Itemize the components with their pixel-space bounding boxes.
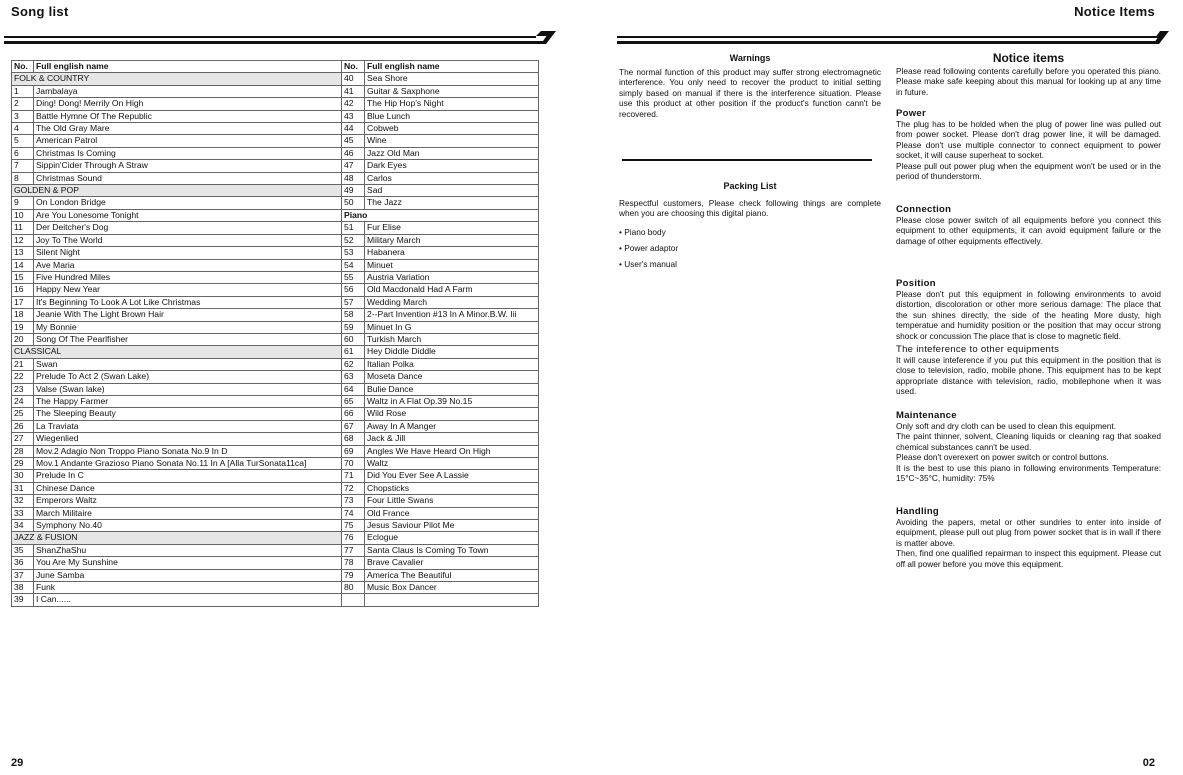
table-row: [12, 358, 539, 370]
song-list-table: [11, 60, 539, 607]
song-number: 2: [12, 98, 34, 110]
song-number: 21: [12, 358, 34, 370]
song-name: Did You Ever See A Lassie: [365, 470, 539, 482]
section-text: The plug has to be holded when the plug of power line was pulled out from power socket. Please don't drag power line, it will be damaged. Please don't use multiple connector to connect equipment to power socket, it will cause superheat to socket.: [896, 119, 1161, 161]
song-number: 52: [342, 234, 365, 246]
packing-list-text: Respectful customers, Please check following things are complete when you are choosing this digital piano.: [619, 198, 881, 219]
table-row: [12, 582, 539, 594]
song-name: The Hip Hop's Night: [365, 98, 539, 110]
song-number: 41: [342, 85, 365, 97]
song-number: 57: [342, 296, 365, 308]
header-number: No.: [12, 61, 34, 73]
song-number: 64: [342, 383, 365, 395]
song-name: Military March: [365, 234, 539, 246]
song-number: 59: [342, 321, 365, 333]
table-row: [12, 346, 539, 358]
section-label: GOLDEN & POP: [12, 185, 342, 197]
song-name: Mov.2 Adagio Non Troppo Piano Sonata No.9 In D: [34, 445, 342, 457]
song-number: 61: [342, 346, 365, 358]
notice-section: [896, 506, 1161, 569]
song-name: Carlos: [365, 172, 539, 184]
song-number: 71: [342, 470, 365, 482]
song-name: Christmas Is Coming: [34, 147, 342, 159]
song-name: Blue Lunch: [365, 110, 539, 122]
table-row: [12, 520, 539, 532]
song-name: Cobweb: [365, 123, 539, 135]
song-number: 22: [12, 371, 34, 383]
song-number: 76: [342, 532, 365, 544]
section-text: Please close power switch of all equipments before you connect this equipment to other equipments, it can avoid equipment failure or the damage of other equipments effectively.: [896, 215, 1161, 246]
song-number: 53: [342, 247, 365, 259]
packing-list-items: [619, 224, 678, 272]
notice-section: [896, 278, 1161, 341]
song-name: Angles We Have Heard On High: [365, 445, 539, 457]
song-name: Jeanie With The Light Brown Hair: [34, 309, 342, 321]
song-number: 28: [12, 445, 34, 457]
song-number: 62: [342, 358, 365, 370]
header-number: No.: [342, 61, 365, 73]
table-row: [12, 420, 539, 432]
song-number: 30: [12, 470, 34, 482]
song-number: 67: [342, 420, 365, 432]
table-row: [12, 557, 539, 569]
song-name: La Traviata: [34, 420, 342, 432]
song-name: Sippin'Cider Through A Straw: [34, 160, 342, 172]
song-number: 8: [12, 172, 34, 184]
song-name: Prelude To Act 2 (Swan Lake): [34, 371, 342, 383]
song-number: 60: [342, 333, 365, 345]
song-name: My Bonnie: [34, 321, 342, 333]
table-row: [12, 594, 539, 606]
song-number: 42: [342, 98, 365, 110]
song-name: Wild Rose: [365, 408, 539, 420]
song-number: 19: [12, 321, 34, 333]
table-row: [12, 433, 539, 445]
song-number: 23: [12, 383, 34, 395]
list-item: • User's manual: [619, 259, 677, 269]
notice-section: [896, 108, 1161, 181]
song-number: 44: [342, 123, 365, 135]
song-number: 47: [342, 160, 365, 172]
section-text: Please don't put this equipment in following environments to avoid distortion, discoloration or other more serious damage: The place that the sun shines directly, the side of the heating More dusty, high temperatue and humidity position or the position that may occur strong shock or concussion The place that is close to magnetic field.: [896, 289, 1161, 341]
song-name: Sea Shore: [365, 73, 539, 85]
table-row: [12, 197, 539, 209]
song-number: 70: [342, 458, 365, 470]
song-name: Joy To The World: [34, 234, 342, 246]
song-number: 15: [12, 271, 34, 283]
song-name: On London Bridge: [34, 197, 342, 209]
song-number: 31: [12, 482, 34, 494]
song-name: Italian Polka: [365, 358, 539, 370]
page-title-right: Notice Items: [1074, 4, 1155, 19]
song-name: Brave Cavalier: [365, 557, 539, 569]
table-row: [12, 532, 539, 544]
song-name: Five Hundred Miles: [34, 271, 342, 283]
song-number: 11: [12, 222, 34, 234]
section-text: It will cause inteference if you put this equipment in the position that is close to television, radio, mobile phone. This equipment has to be kept appropriate distance with television, radio, mobilephone when it was used.: [896, 355, 1161, 397]
warnings-title: Warnings: [729, 53, 771, 63]
song-name: Battle Hymne Of The Republic: [34, 110, 342, 122]
song-name: Are You Lonesome Tonight: [34, 209, 342, 221]
song-name: Prelude In C: [34, 470, 342, 482]
song-name: Habanera: [365, 247, 539, 259]
song-number: 45: [342, 135, 365, 147]
song-name: The Sleeping Beauty: [34, 408, 342, 420]
song-name: Symphony No.40: [34, 520, 342, 532]
song-number: 4: [12, 123, 34, 135]
song-name: Minuet In G: [365, 321, 539, 333]
song-name: The Happy Farmer: [34, 395, 342, 407]
table-row: [12, 147, 539, 159]
song-name: Jazz Old Man: [365, 147, 539, 159]
song-number: 17: [12, 296, 34, 308]
song-number: 3: [12, 110, 34, 122]
song-name: Wedding March: [365, 296, 539, 308]
table-row: [12, 395, 539, 407]
song-name: Wine: [365, 135, 539, 147]
song-number: 68: [342, 433, 365, 445]
song-number: 27: [12, 433, 34, 445]
packing-list-title: Packing List: [723, 181, 777, 191]
song-name: Valse (Swan lake): [34, 383, 342, 395]
song-name: Old Macdonald Had A Farm: [365, 284, 539, 296]
song-name: 2--Part Invention #13 In A Minor.B.W. Iii: [365, 309, 539, 321]
table-row: [12, 271, 539, 283]
song-name: Der Deitcher's Dog: [34, 222, 342, 234]
song-name: Turkish March: [365, 333, 539, 345]
song-name: Chopsticks: [365, 482, 539, 494]
page-number-right: 02: [1142, 757, 1155, 769]
song-name: Chinese Dance: [34, 482, 342, 494]
header-banner-left: [4, 30, 556, 46]
song-number: 63: [342, 371, 365, 383]
section-label: FOLK & COUNTRY: [12, 73, 342, 85]
section-heading: Power: [896, 108, 927, 119]
section-text: Please pull out power plug when the equipment won't be used or in the period of thunderstorm.: [896, 160, 1161, 182]
song-name: Waltz: [365, 458, 539, 470]
song-number: 18: [12, 309, 34, 321]
song-number: 5: [12, 135, 34, 147]
table-row: [12, 284, 539, 296]
notice-items-title: Notice items: [992, 51, 1065, 65]
song-number: 80: [342, 582, 365, 594]
song-number: 46: [342, 147, 365, 159]
song-name: Waltz in A Flat Op.39 No.15: [365, 395, 539, 407]
song-name: Bulie Dance: [365, 383, 539, 395]
table-row: [12, 495, 539, 507]
song-number: 14: [12, 259, 34, 271]
table-row: [12, 544, 539, 556]
song-number: 40: [342, 73, 365, 85]
section-text: Only soft and dry cloth can be used to clean this equipment.: [896, 421, 1116, 431]
section-label: CLASSICAL: [12, 346, 342, 358]
song-number: 26: [12, 420, 34, 432]
table-row: [12, 234, 539, 246]
song-number: 9: [12, 197, 34, 209]
song-name: Four Little Swans: [365, 495, 539, 507]
song-number: 36: [12, 557, 34, 569]
section-label: Piano: [342, 209, 539, 221]
song-number: 25: [12, 408, 34, 420]
table-row: [12, 321, 539, 333]
page-title-left: Song list: [11, 4, 69, 19]
song-number: 72: [342, 482, 365, 494]
song-name: June Samba: [34, 569, 342, 581]
song-name: Santa Claus Is Coming To Town: [365, 544, 539, 556]
table-row: [12, 209, 539, 221]
song-number: 39: [12, 594, 34, 606]
section-text: It is the best to use this piano in following environments Temperature: 15°C~35°C, humidity: 75%: [896, 462, 1161, 484]
table-row: [12, 85, 539, 97]
song-name: The Old Gray Mare: [34, 123, 342, 135]
table-header-row: [12, 61, 539, 73]
table-row: [12, 470, 539, 482]
song-number: 1: [12, 85, 34, 97]
table-row: [12, 123, 539, 135]
song-number: 54: [342, 259, 365, 271]
song-number: 58: [342, 309, 365, 321]
song-number: 29: [12, 458, 34, 470]
song-number: 77: [342, 544, 365, 556]
song-number: 75: [342, 520, 365, 532]
song-name: ShanZhaShu: [34, 544, 342, 556]
section-heading: Handling: [896, 506, 940, 517]
table-row: [12, 259, 539, 271]
song-number: 74: [342, 507, 365, 519]
list-item: • Power adaptor: [619, 243, 679, 253]
divider: [622, 159, 872, 161]
song-number: 32: [12, 495, 34, 507]
song-name: March Militaire: [34, 507, 342, 519]
table-row: [12, 135, 539, 147]
table-row: [12, 172, 539, 184]
table-row: [12, 98, 539, 110]
song-number: [342, 594, 365, 606]
song-number: 48: [342, 172, 365, 184]
song-name: Wiegenlied: [34, 433, 342, 445]
song-number: 10: [12, 209, 34, 221]
song-name: Eclogue: [365, 532, 539, 544]
song-number: 51: [342, 222, 365, 234]
header-name: Full english name: [34, 61, 342, 73]
song-name: The Jazz: [365, 197, 539, 209]
song-name: Mov.1 Andante Grazioso Piano Sonata No.11 In A [Alla TurSonata11ca]: [34, 458, 342, 470]
song-number: 12: [12, 234, 34, 246]
song-number: 73: [342, 495, 365, 507]
song-name: Music Box Dancer: [365, 582, 539, 594]
song-name: Moseta Dance: [365, 371, 539, 383]
song-name: Ding! Dong! Merrily On High: [34, 98, 342, 110]
section-text: Then, find one qualified repairman to inspect this equipment. Please cut off all power before you move this equipment.: [896, 548, 1161, 569]
notice-section: [896, 344, 1161, 397]
song-number: 65: [342, 395, 365, 407]
table-row: [12, 110, 539, 122]
table-row: [12, 73, 539, 85]
song-name: Emperors Waltz: [34, 495, 342, 507]
song-name: America The Beautiful: [365, 569, 539, 581]
song-name: Silent Night: [34, 247, 342, 259]
section-label: JAZZ & FUSION: [12, 532, 342, 544]
section-heading: Maintenance: [896, 410, 957, 421]
table-row: [12, 482, 539, 494]
song-number: 13: [12, 247, 34, 259]
song-name: Swan: [34, 358, 342, 370]
song-number: 55: [342, 271, 365, 283]
song-number: 16: [12, 284, 34, 296]
notice-intro: Please read following contents carefully before you operated this piano. Please make safe keeping about this manual for looking up at any time in future.: [896, 66, 1161, 97]
table-row: [12, 333, 539, 345]
song-name: Guitar & Saxphone: [365, 85, 539, 97]
song-name: American Patrol: [34, 135, 342, 147]
song-number: 50: [342, 197, 365, 209]
notice-section: [896, 410, 1161, 483]
song-name: You Are My Sunshine: [34, 557, 342, 569]
section-text: Avoiding the papers, metal or other sundries to enter into inside of equipment, please pull out plug from power socket that is in wall if there is matter above.: [896, 517, 1161, 548]
section-text: Please don't overexert on power switch or control buttons.: [896, 452, 1109, 463]
song-number: 6: [12, 147, 34, 159]
list-item: • Piano body: [619, 227, 666, 237]
section-heading: Position: [896, 278, 936, 289]
song-name: Jambalaya: [34, 85, 342, 97]
song-name: Austria Variation: [365, 271, 539, 283]
song-name: It's Beginning To Look A Lot Like Christmas: [34, 296, 342, 308]
table-row: [12, 408, 539, 420]
song-number: 69: [342, 445, 365, 457]
table-row: [12, 309, 539, 321]
song-name: Dark Eyes: [365, 160, 539, 172]
table-row: [12, 185, 539, 197]
song-name: Jesus Saviour Pilot Me: [365, 520, 539, 532]
table-row: [12, 296, 539, 308]
table-row: [12, 222, 539, 234]
song-name: Christmas Sound: [34, 172, 342, 184]
section-heading: Connection: [896, 204, 952, 215]
song-number: 34: [12, 520, 34, 532]
song-name: Song Of The Pearlfisher: [34, 333, 342, 345]
section-text: The paint thinner, solvent, Cleaning liquids or cleaning rag that soaked chemical substances cann't be used.: [896, 431, 1161, 452]
song-number: 56: [342, 284, 365, 296]
song-name: I Can......: [34, 594, 342, 606]
section-heading: The inteference to other equipments: [896, 344, 1060, 355]
song-number: 66: [342, 408, 365, 420]
header-name: Full english name: [365, 61, 539, 73]
table-row: [12, 383, 539, 395]
table-row: [12, 569, 539, 581]
song-number: 24: [12, 395, 34, 407]
table-row: [12, 160, 539, 172]
song-number: 33: [12, 507, 34, 519]
song-name: Funk: [34, 582, 342, 594]
song-name: Hey Diddle Diddle: [365, 346, 539, 358]
song-number: 79: [342, 569, 365, 581]
song-name: Fur Elise: [365, 222, 539, 234]
warnings-text: The normal function of this product may suffer strong electromagnetic interference. You only need to recover the product to initial setting simply based on manual if there is the interference situation. Please use this product at other position if the product's function cann't be recovered.: [619, 67, 881, 119]
song-number: 7: [12, 160, 34, 172]
table-row: [12, 507, 539, 519]
song-number: 38: [12, 582, 34, 594]
song-name: Minuet: [365, 259, 539, 271]
song-name: Happy New Year: [34, 284, 342, 296]
song-number: 37: [12, 569, 34, 581]
table-row: [12, 445, 539, 457]
song-name: Away In A Manger: [365, 420, 539, 432]
header-banner-right: [617, 30, 1169, 46]
table-row: [12, 247, 539, 259]
song-number: 20: [12, 333, 34, 345]
song-number: 43: [342, 110, 365, 122]
song-number: 35: [12, 544, 34, 556]
table-row: [12, 458, 539, 470]
song-name: Jack & Jill: [365, 433, 539, 445]
page-number-left: 29: [11, 757, 24, 769]
song-number: 78: [342, 557, 365, 569]
notice-section: [896, 204, 1161, 246]
song-name: Old France: [365, 507, 539, 519]
song-number: 49: [342, 185, 365, 197]
song-name: [365, 594, 539, 606]
table-row: [12, 371, 539, 383]
song-name: Sad: [365, 185, 539, 197]
song-name: Ave Maria: [34, 259, 342, 271]
